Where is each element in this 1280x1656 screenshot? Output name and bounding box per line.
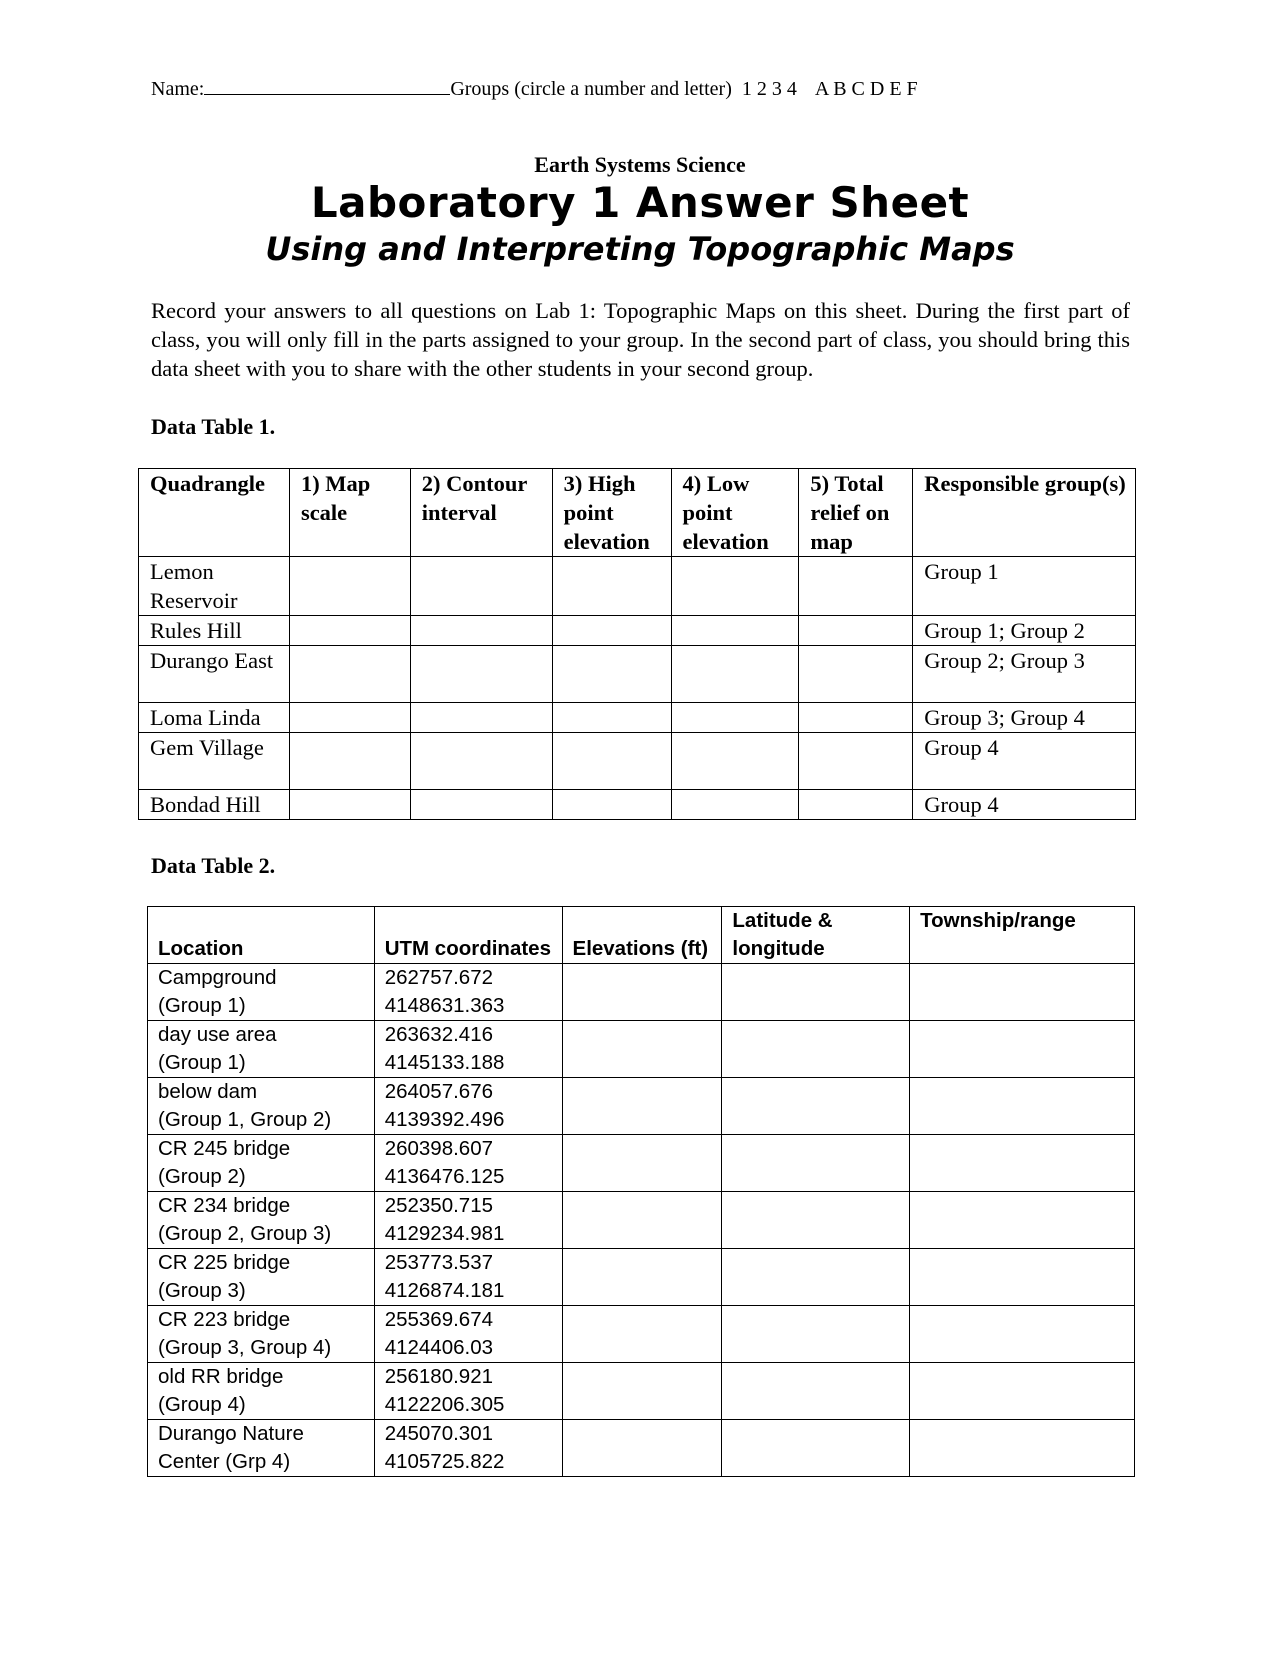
table-row	[148, 1192, 1135, 1249]
lat-long-cell[interactable]	[722, 1135, 910, 1192]
col-header-utm-coordinates: UTM coordinates	[374, 907, 562, 964]
map-scale-cell[interactable]	[289, 646, 410, 703]
quadrangle-cell: Rules Hill	[139, 616, 290, 646]
contour-interval-cell[interactable]	[410, 646, 552, 703]
lat-long-cell[interactable]	[722, 1420, 910, 1477]
location-cell: CR 245 bridge (Group 2)	[148, 1135, 375, 1192]
map-scale-cell[interactable]	[289, 733, 410, 790]
location-cell: CR 234 bridge (Group 2, Group 3)	[148, 1192, 375, 1249]
col-header-responsible-groups: Responsible group(s)	[913, 469, 1136, 557]
table2-label: Data Table 2.	[151, 853, 276, 878]
col-header-total-relief: 5) Total relief on map	[799, 469, 913, 557]
total-relief-cell[interactable]	[799, 733, 913, 790]
data-table-1	[138, 468, 1136, 820]
utm-cell: 262757.672 4148631.363	[374, 964, 562, 1021]
elevation-cell[interactable]	[562, 1306, 722, 1363]
table1-label: Data Table 1.	[151, 414, 276, 439]
elevation-cell[interactable]	[562, 1363, 722, 1420]
table-row	[148, 1420, 1135, 1477]
low-point-cell[interactable]	[671, 703, 799, 733]
col-header-contour-interval: 2) Contour interval	[410, 469, 552, 557]
name-blank-line[interactable]	[204, 76, 450, 95]
name-label: Name:	[151, 78, 205, 100]
lat-long-cell[interactable]	[722, 964, 910, 1021]
elevation-cell[interactable]	[562, 1078, 722, 1135]
table-row	[139, 733, 1136, 790]
quadrangle-cell: Durango East	[139, 646, 290, 703]
responsible-group-cell: Group 4	[913, 733, 1136, 790]
utm-cell: 263632.416 4145133.188	[374, 1021, 562, 1078]
responsible-group-cell: Group 2; Group 3	[913, 646, 1136, 703]
low-point-cell[interactable]	[671, 646, 799, 703]
lat-long-cell[interactable]	[722, 1078, 910, 1135]
col-header-elevations: Elevations (ft)	[562, 907, 722, 964]
quadrangle-cell: Lemon Reservoir	[139, 557, 290, 616]
location-cell: CR 223 bridge (Group 3, Group 4)	[148, 1306, 375, 1363]
col-header-lat-long: Latitude & longitude	[722, 907, 910, 964]
elevation-cell[interactable]	[562, 1249, 722, 1306]
col-header-high-point: 3) High point elevation	[552, 469, 671, 557]
table-row	[139, 616, 1136, 646]
contour-interval-cell[interactable]	[410, 557, 552, 616]
utm-cell: 253773.537 4126874.181	[374, 1249, 562, 1306]
township-range-cell[interactable]	[910, 1420, 1135, 1477]
table-header-row	[148, 907, 1135, 964]
utm-cell: 252350.715 4129234.981	[374, 1192, 562, 1249]
township-range-cell[interactable]	[910, 1135, 1135, 1192]
elevation-cell[interactable]	[562, 964, 722, 1021]
lat-long-cell[interactable]	[722, 1306, 910, 1363]
high-point-cell[interactable]	[552, 703, 671, 733]
high-point-cell[interactable]	[552, 616, 671, 646]
lat-long-cell[interactable]	[722, 1249, 910, 1306]
contour-interval-cell[interactable]	[410, 616, 552, 646]
instructions-paragraph: Record your answers to all questions on Lab 1: Topographic Maps on this sheet. During the first part of class, you will only fill in the parts assigned to your group. In the second part of class, you should bring this data sheet with you to share with the other students in your second group.	[151, 298, 1130, 381]
quadrangle-cell: Loma Linda	[139, 703, 290, 733]
contour-interval-cell[interactable]	[410, 703, 552, 733]
lat-long-cell[interactable]	[722, 1192, 910, 1249]
col-header-township-range: Township/range	[910, 907, 1135, 964]
contour-interval-cell[interactable]	[410, 790, 552, 820]
utm-cell: 260398.607 4136476.125	[374, 1135, 562, 1192]
quadrangle-cell: Bondad Hill	[139, 790, 290, 820]
high-point-cell[interactable]	[552, 557, 671, 616]
total-relief-cell[interactable]	[799, 646, 913, 703]
table-row	[148, 1363, 1135, 1420]
header-line	[151, 76, 918, 101]
col-header-low-point: 4) Low point elevation	[671, 469, 799, 557]
total-relief-cell[interactable]	[799, 557, 913, 616]
township-range-cell[interactable]	[910, 1363, 1135, 1420]
location-cell: CR 225 bridge (Group 3)	[148, 1249, 375, 1306]
page-title: Laboratory 1 Answer Sheet	[310, 178, 970, 227]
township-range-cell[interactable]	[910, 1306, 1135, 1363]
utm-cell: 245070.301 4105725.822	[374, 1420, 562, 1477]
low-point-cell[interactable]	[671, 557, 799, 616]
location-cell: below dam (Group 1, Group 2)	[148, 1078, 375, 1135]
elevation-cell[interactable]	[562, 1420, 722, 1477]
course-name: Earth Systems Science	[534, 152, 746, 177]
quadrangle-cell: Gem Village	[139, 733, 290, 790]
low-point-cell[interactable]	[671, 790, 799, 820]
table-row	[139, 790, 1136, 820]
map-scale-cell[interactable]	[289, 703, 410, 733]
contour-interval-cell[interactable]	[410, 733, 552, 790]
high-point-cell[interactable]	[552, 733, 671, 790]
map-scale-cell[interactable]	[289, 557, 410, 616]
total-relief-cell[interactable]	[799, 790, 913, 820]
location-cell: old RR bridge (Group 4)	[148, 1363, 375, 1420]
elevation-cell[interactable]	[562, 1135, 722, 1192]
col-header-map-scale: 1) Map scale	[289, 469, 410, 557]
township-range-cell[interactable]	[910, 1021, 1135, 1078]
total-relief-cell[interactable]	[799, 616, 913, 646]
page-subtitle: Using and Interpreting Topographic Maps	[265, 230, 1015, 268]
table-row	[148, 1306, 1135, 1363]
elevation-cell[interactable]	[562, 1021, 722, 1078]
lat-long-cell[interactable]	[722, 1363, 910, 1420]
high-point-cell[interactable]	[552, 646, 671, 703]
township-range-cell[interactable]	[910, 1192, 1135, 1249]
table-row	[148, 1135, 1135, 1192]
location-cell: Campground (Group 1)	[148, 964, 375, 1021]
groups-label: Groups (circle a number and letter)	[450, 78, 732, 100]
group-numbers: 1 2 3 4	[741, 78, 797, 100]
utm-cell: 255369.674 4124406.03	[374, 1306, 562, 1363]
total-relief-cell[interactable]	[799, 703, 913, 733]
responsible-group-cell: Group 1; Group 2	[913, 616, 1136, 646]
map-scale-cell[interactable]	[289, 790, 410, 820]
township-range-cell[interactable]	[910, 1078, 1135, 1135]
high-point-cell[interactable]	[552, 790, 671, 820]
location-cell: day use area (Group 1)	[148, 1021, 375, 1078]
col-header-quadrangle: Quadrangle	[139, 469, 290, 557]
map-scale-cell[interactable]	[289, 616, 410, 646]
table-row	[139, 646, 1136, 703]
col-header-location: Location	[148, 907, 375, 964]
utm-cell: 264057.676 4139392.496	[374, 1078, 562, 1135]
group-letters: A B C D E F	[814, 78, 918, 100]
table-row	[139, 703, 1136, 733]
table-row	[148, 1249, 1135, 1306]
township-range-cell[interactable]	[910, 964, 1135, 1021]
responsible-group-cell: Group 4	[913, 790, 1136, 820]
responsible-group-cell: Group 1	[913, 557, 1136, 616]
location-cell: Durango Nature Center (Grp 4)	[148, 1420, 375, 1477]
low-point-cell[interactable]	[671, 616, 799, 646]
table-row	[139, 557, 1136, 616]
table-row	[148, 1021, 1135, 1078]
table-row	[148, 1078, 1135, 1135]
elevation-cell[interactable]	[562, 1192, 722, 1249]
low-point-cell[interactable]	[671, 733, 799, 790]
responsible-group-cell: Group 3; Group 4	[913, 703, 1136, 733]
utm-cell: 256180.921 4122206.305	[374, 1363, 562, 1420]
table-header-row	[139, 469, 1136, 557]
data-table-2	[147, 906, 1135, 1477]
table-row	[148, 964, 1135, 1021]
township-range-cell[interactable]	[910, 1249, 1135, 1306]
lat-long-cell[interactable]	[722, 1021, 910, 1078]
